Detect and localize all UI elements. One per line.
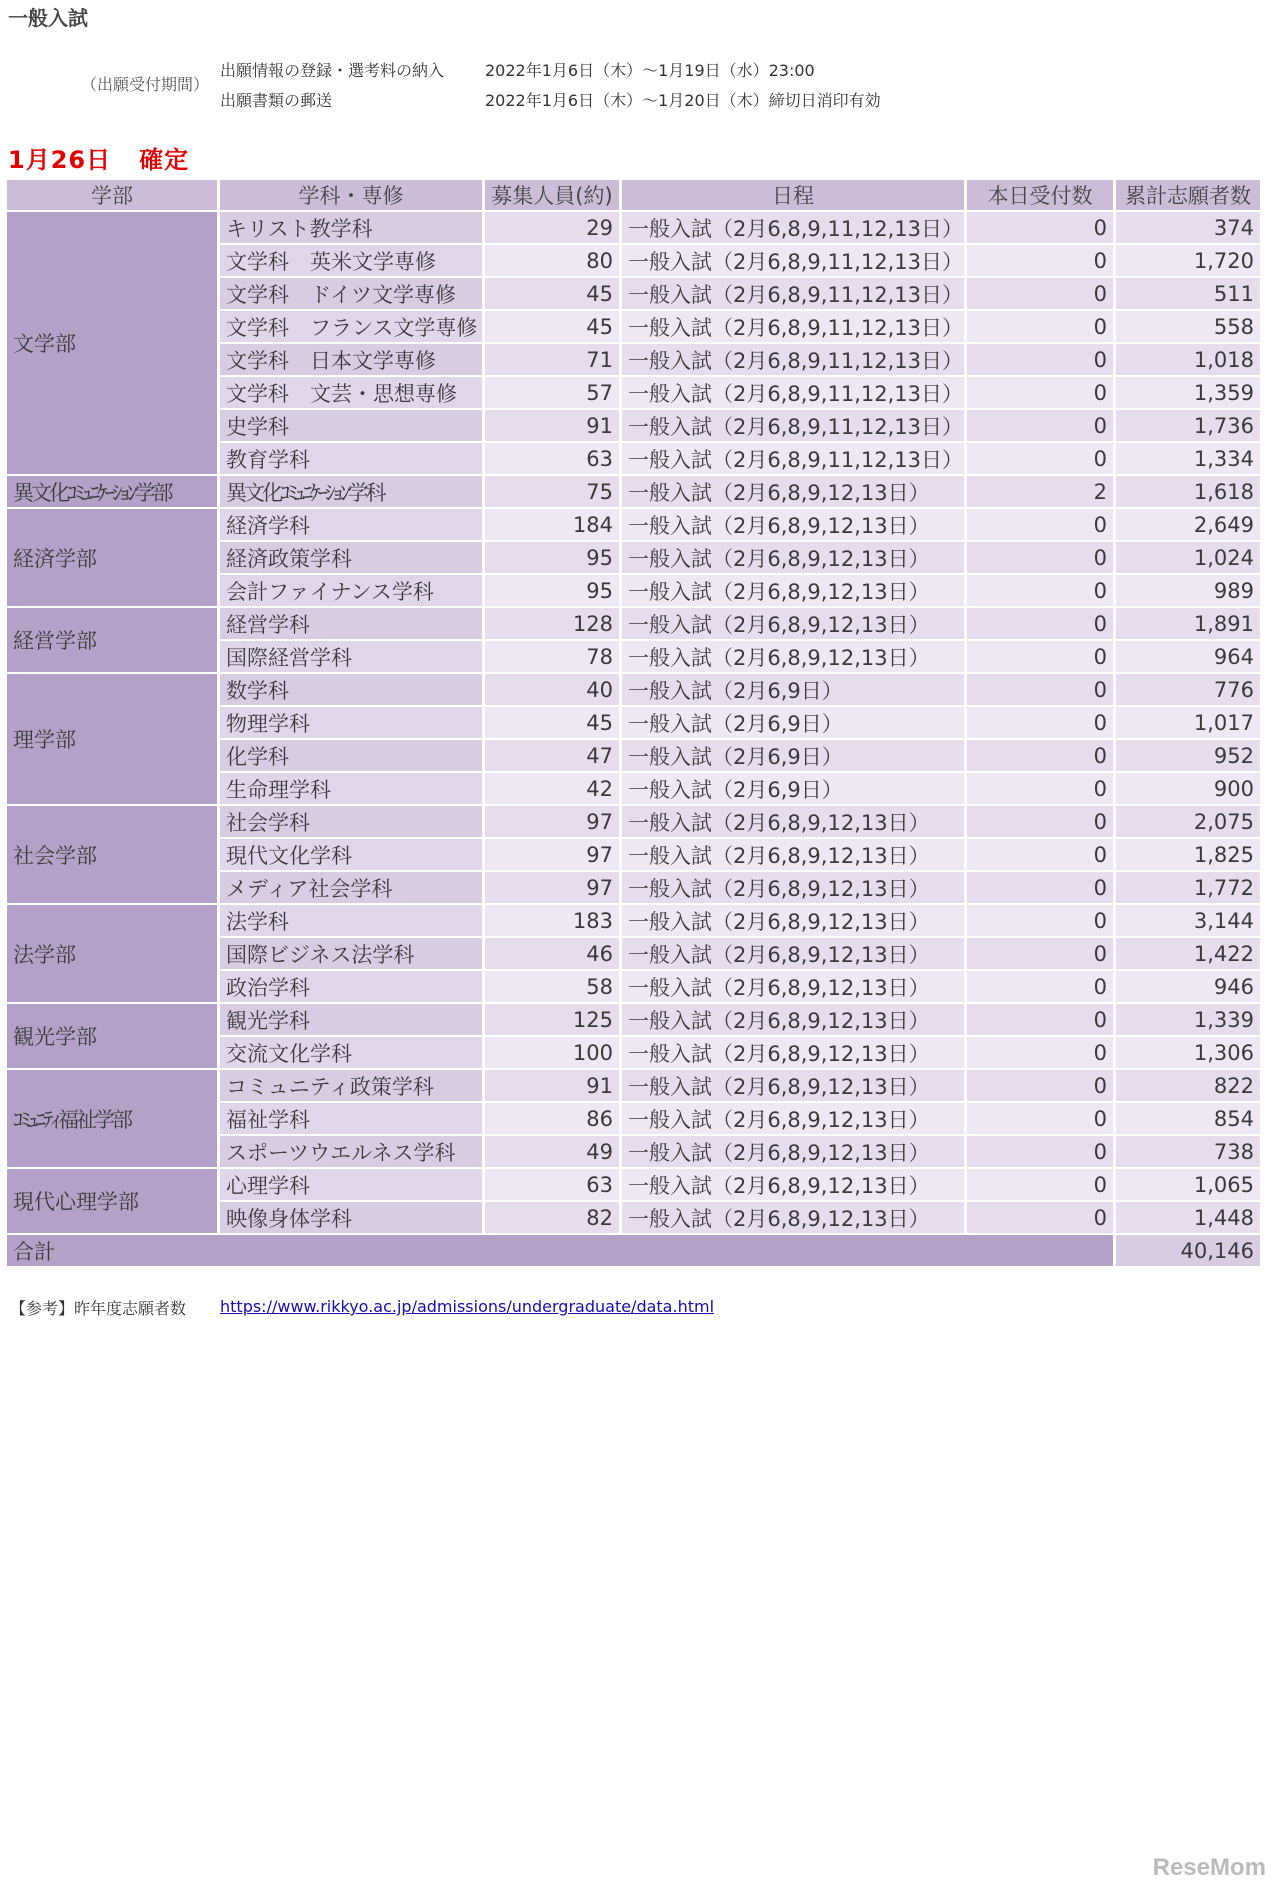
cell-schedule: 一般入試（2月6,8,9,12,13日）	[622, 971, 964, 1002]
cell-schedule: 一般入試（2月6,8,9,12,13日）	[622, 806, 964, 837]
cell-today: 0	[967, 1202, 1113, 1233]
cell-department: スポーツウエルネス学科	[220, 1136, 482, 1167]
cell-quota: 71	[485, 344, 619, 375]
cell-today: 0	[967, 1004, 1113, 1035]
reference-label: 【参考】昨年度志願者数	[10, 1299, 187, 1318]
cell-department: 現代文化学科	[220, 839, 482, 870]
cell-quota: 86	[485, 1103, 619, 1134]
cell-today: 0	[967, 971, 1113, 1002]
cell-today: 0	[967, 311, 1113, 342]
cell-department: 文学科 フランス文学専修	[220, 311, 482, 342]
cell-faculty: 理学部	[7, 674, 217, 804]
cell-cumulative: 374	[1116, 212, 1260, 243]
cell-quota: 80	[485, 245, 619, 276]
cell-department: 文学科 日本文学専修	[220, 344, 482, 375]
cell-schedule: 一般入試（2月6,8,9,12,13日）	[622, 1070, 964, 1101]
header-schedule: 日程	[622, 180, 964, 210]
cell-today: 0	[967, 773, 1113, 804]
watermark-logo: ReseMom	[1152, 1854, 1266, 1881]
cell-schedule: 一般入試（2月6,8,9,12,13日）	[622, 575, 964, 606]
cell-today: 0	[967, 344, 1113, 375]
cell-cumulative: 1,334	[1116, 443, 1260, 474]
cell-cumulative: 1,306	[1116, 1037, 1260, 1068]
cell-department: 物理学科	[220, 707, 482, 738]
cell-cumulative: 854	[1116, 1103, 1260, 1134]
cell-cumulative: 1,024	[1116, 542, 1260, 573]
cell-today: 2	[967, 476, 1113, 507]
cell-department: 映像身体学科	[220, 1202, 482, 1233]
cell-cumulative: 989	[1116, 575, 1260, 606]
cell-cumulative: 1,448	[1116, 1202, 1260, 1233]
cell-today: 0	[967, 245, 1113, 276]
cell-schedule: 一般入試（2月6,8,9,12,13日）	[622, 1037, 964, 1068]
table-row	[7, 806, 1260, 837]
cell-schedule: 一般入試（2月6,8,9,11,12,13日）	[622, 377, 964, 408]
cell-schedule: 一般入試（2月6,8,9,12,13日）	[622, 1103, 964, 1134]
table-row	[7, 905, 1260, 936]
cell-quota: 46	[485, 938, 619, 969]
cell-schedule: 一般入試（2月6,8,9,12,13日）	[622, 1202, 964, 1233]
cell-cumulative: 822	[1116, 1070, 1260, 1101]
cell-quota: 91	[485, 410, 619, 441]
cell-schedule: 一般入試（2月6,8,9,12,13日）	[622, 905, 964, 936]
cell-today: 0	[967, 542, 1113, 573]
period-row-registration	[220, 58, 815, 81]
cell-today: 0	[967, 905, 1113, 936]
table-row	[7, 1169, 1260, 1200]
cell-cumulative: 1,339	[1116, 1004, 1260, 1035]
cell-today: 0	[967, 410, 1113, 441]
cell-schedule: 一般入試（2月6,9日）	[622, 773, 964, 804]
header-today: 本日受付数	[967, 180, 1113, 210]
cell-today: 0	[967, 641, 1113, 672]
cell-department: 福祉学科	[220, 1103, 482, 1134]
period-label: （出願受付期間）	[80, 75, 209, 94]
cell-faculty: 社会学部	[7, 806, 217, 903]
cell-faculty: 文学部	[7, 212, 217, 474]
cell-quota: 95	[485, 542, 619, 573]
cell-schedule: 一般入試（2月6,8,9,11,12,13日）	[622, 278, 964, 309]
cell-cumulative: 1,017	[1116, 707, 1260, 738]
cell-today: 0	[967, 443, 1113, 474]
cell-quota: 78	[485, 641, 619, 672]
cell-quota: 45	[485, 311, 619, 342]
cell-schedule: 一般入試（2月6,8,9,11,12,13日）	[622, 443, 964, 474]
cell-department: 法学科	[220, 905, 482, 936]
cell-cumulative: 511	[1116, 278, 1260, 309]
period-value: 2022年1月6日（木）～1月19日（水）23:00	[485, 61, 815, 80]
cell-schedule: 一般入試（2月6,8,9,11,12,13日）	[622, 212, 964, 243]
cell-cumulative: 946	[1116, 971, 1260, 1002]
cell-schedule: 一般入試（2月6,8,9,12,13日）	[622, 509, 964, 540]
table-body	[7, 212, 1260, 1233]
cell-quota: 97	[485, 839, 619, 870]
cell-department: 政治学科	[220, 971, 482, 1002]
cell-schedule: 一般入試（2月6,8,9,12,13日）	[622, 608, 964, 639]
cell-today: 0	[967, 872, 1113, 903]
cell-department: キリスト教学科	[220, 212, 482, 243]
cell-schedule: 一般入試（2月6,8,9,12,13日）	[622, 872, 964, 903]
cell-today: 0	[967, 938, 1113, 969]
cell-department: 史学科	[220, 410, 482, 441]
cell-quota: 91	[485, 1070, 619, 1101]
header-quota: 募集人員(約)	[485, 180, 619, 210]
table-header-row	[7, 180, 1260, 210]
cell-schedule: 一般入試（2月6,8,9,11,12,13日）	[622, 311, 964, 342]
cell-department: 国際経営学科	[220, 641, 482, 672]
cell-department: 文学科 英米文学専修	[220, 245, 482, 276]
cell-quota: 128	[485, 608, 619, 639]
cell-department: 教育学科	[220, 443, 482, 474]
table-row	[7, 212, 1260, 243]
cell-quota: 29	[485, 212, 619, 243]
cell-schedule: 一般入試（2月6,8,9,12,13日）	[622, 1169, 964, 1200]
cell-schedule: 一般入試（2月6,8,9,12,13日）	[622, 1004, 964, 1035]
cell-faculty: 法学部	[7, 905, 217, 1002]
cell-schedule: 一般入試（2月6,8,9,12,13日）	[622, 839, 964, 870]
cell-department: 経済学科	[220, 509, 482, 540]
cell-cumulative: 2,649	[1116, 509, 1260, 540]
cell-quota: 57	[485, 377, 619, 408]
cell-faculty: ｺﾐｭﾆﾃｨ福祉学部	[7, 1070, 217, 1167]
total-row	[7, 1235, 1260, 1266]
cell-department: 経営学科	[220, 608, 482, 639]
cell-today: 0	[967, 740, 1113, 771]
cell-quota: 183	[485, 905, 619, 936]
period-key: 出願書類の郵送	[220, 91, 333, 110]
cell-quota: 49	[485, 1136, 619, 1167]
cell-quota: 184	[485, 509, 619, 540]
cell-schedule: 一般入試（2月6,9日）	[622, 740, 964, 771]
cell-quota: 45	[485, 707, 619, 738]
table-row	[7, 509, 1260, 540]
cell-schedule: 一般入試（2月6,8,9,12,13日）	[622, 542, 964, 573]
cell-quota: 95	[485, 575, 619, 606]
cell-cumulative: 558	[1116, 311, 1260, 342]
cell-cumulative: 1,736	[1116, 410, 1260, 441]
status-label: 確定	[139, 146, 190, 174]
cell-department: 会計ファイナンス学科	[220, 575, 482, 606]
table-row	[7, 674, 1260, 705]
cell-cumulative: 2,075	[1116, 806, 1260, 837]
status-heading	[8, 140, 189, 175]
cell-today: 0	[967, 674, 1113, 705]
cell-quota: 125	[485, 1004, 619, 1035]
cell-cumulative: 1,720	[1116, 245, 1260, 276]
table-row	[7, 476, 1260, 507]
cell-cumulative: 3,144	[1116, 905, 1260, 936]
cell-schedule: 一般入試（2月6,8,9,11,12,13日）	[622, 245, 964, 276]
cell-schedule: 一般入試（2月6,8,9,11,12,13日）	[622, 344, 964, 375]
cell-quota: 97	[485, 806, 619, 837]
applicants-table	[4, 178, 1263, 1268]
cell-faculty: 経営学部	[7, 608, 217, 672]
cell-cumulative: 952	[1116, 740, 1260, 771]
cell-cumulative: 1,359	[1116, 377, 1260, 408]
cell-schedule: 一般入試（2月6,8,9,12,13日）	[622, 1136, 964, 1167]
cell-cumulative: 964	[1116, 641, 1260, 672]
cell-today: 0	[967, 278, 1113, 309]
header-department: 学科・専修	[220, 180, 482, 210]
cell-cumulative: 738	[1116, 1136, 1260, 1167]
cell-quota: 97	[485, 872, 619, 903]
cell-department: 生命理学科	[220, 773, 482, 804]
cell-today: 0	[967, 575, 1113, 606]
cell-quota: 82	[485, 1202, 619, 1233]
cell-department: 文学科 ドイツ文学専修	[220, 278, 482, 309]
cell-cumulative: 1,772	[1116, 872, 1260, 903]
period-key: 出願情報の登録・選考料の納入	[220, 61, 445, 80]
cell-quota: 58	[485, 971, 619, 1002]
cell-cumulative: 1,422	[1116, 938, 1260, 969]
cell-today: 0	[967, 839, 1113, 870]
header-cumulative: 累計志願者数	[1116, 180, 1260, 210]
page-title: 一般入試	[8, 6, 88, 30]
cell-faculty: 異文化ｺﾐｭﾆｹｰｼｮﾝ学部	[7, 476, 217, 507]
cell-department: 社会学科	[220, 806, 482, 837]
cell-quota: 45	[485, 278, 619, 309]
cell-schedule: 一般入試（2月6,8,9,12,13日）	[622, 641, 964, 672]
cell-today: 0	[967, 707, 1113, 738]
cell-today: 0	[967, 1070, 1113, 1101]
reference-link[interactable]: https://www.rikkyo.ac.jp/admissions/undergraduate/data.html	[220, 1297, 715, 1316]
cell-today: 0	[967, 1136, 1113, 1167]
cell-today: 0	[967, 1169, 1113, 1200]
cell-quota: 63	[485, 1169, 619, 1200]
cell-quota: 63	[485, 443, 619, 474]
table-row	[7, 1070, 1260, 1101]
cell-department: 文学科 文芸・思想専修	[220, 377, 482, 408]
cell-department: 心理学科	[220, 1169, 482, 1200]
cell-cumulative: 1,825	[1116, 839, 1260, 870]
cell-department: 交流文化学科	[220, 1037, 482, 1068]
cell-department: 国際ビジネス法学科	[220, 938, 482, 969]
cell-quota: 100	[485, 1037, 619, 1068]
cell-today: 0	[967, 509, 1113, 540]
total-value: 40,146	[1116, 1235, 1260, 1266]
cell-department: 異文化ｺﾐｭﾆｹｰｼｮﾝ学科	[220, 476, 482, 507]
cell-schedule: 一般入試（2月6,8,9,12,13日）	[622, 476, 964, 507]
cell-quota: 47	[485, 740, 619, 771]
cell-today: 0	[967, 377, 1113, 408]
cell-department: 観光学科	[220, 1004, 482, 1035]
cell-department: 化学科	[220, 740, 482, 771]
cell-today: 0	[967, 806, 1113, 837]
table-row	[7, 608, 1260, 639]
cell-quota: 75	[485, 476, 619, 507]
cell-today: 0	[967, 608, 1113, 639]
cell-schedule: 一般入試（2月6,9日）	[622, 707, 964, 738]
period-value: 2022年1月6日（木）～1月20日（木）締切日消印有効	[485, 91, 881, 110]
cell-quota: 42	[485, 773, 619, 804]
cell-schedule: 一般入試（2月6,8,9,11,12,13日）	[622, 410, 964, 441]
total-label: 合計	[7, 1235, 1113, 1266]
cell-faculty: 経済学部	[7, 509, 217, 606]
cell-department: コミュニティ政策学科	[220, 1070, 482, 1101]
cell-cumulative: 1,618	[1116, 476, 1260, 507]
period-row-mailing	[220, 88, 881, 111]
status-date: 1月26日	[8, 146, 112, 174]
cell-schedule: 一般入試（2月6,9日）	[622, 674, 964, 705]
cell-today: 0	[967, 1103, 1113, 1134]
cell-department: メディア社会学科	[220, 872, 482, 903]
cell-cumulative: 1,891	[1116, 608, 1260, 639]
cell-quota: 40	[485, 674, 619, 705]
table-row	[7, 1004, 1260, 1035]
cell-faculty: 観光学部	[7, 1004, 217, 1068]
cell-cumulative: 900	[1116, 773, 1260, 804]
header-faculty: 学部	[7, 180, 217, 210]
cell-cumulative: 1,018	[1116, 344, 1260, 375]
cell-department: 経済政策学科	[220, 542, 482, 573]
cell-department: 数学科	[220, 674, 482, 705]
cell-faculty: 現代心理学部	[7, 1169, 217, 1233]
cell-today: 0	[967, 1037, 1113, 1068]
cell-today: 0	[967, 212, 1113, 243]
cell-cumulative: 1,065	[1116, 1169, 1260, 1200]
cell-cumulative: 776	[1116, 674, 1260, 705]
cell-schedule: 一般入試（2月6,8,9,12,13日）	[622, 938, 964, 969]
